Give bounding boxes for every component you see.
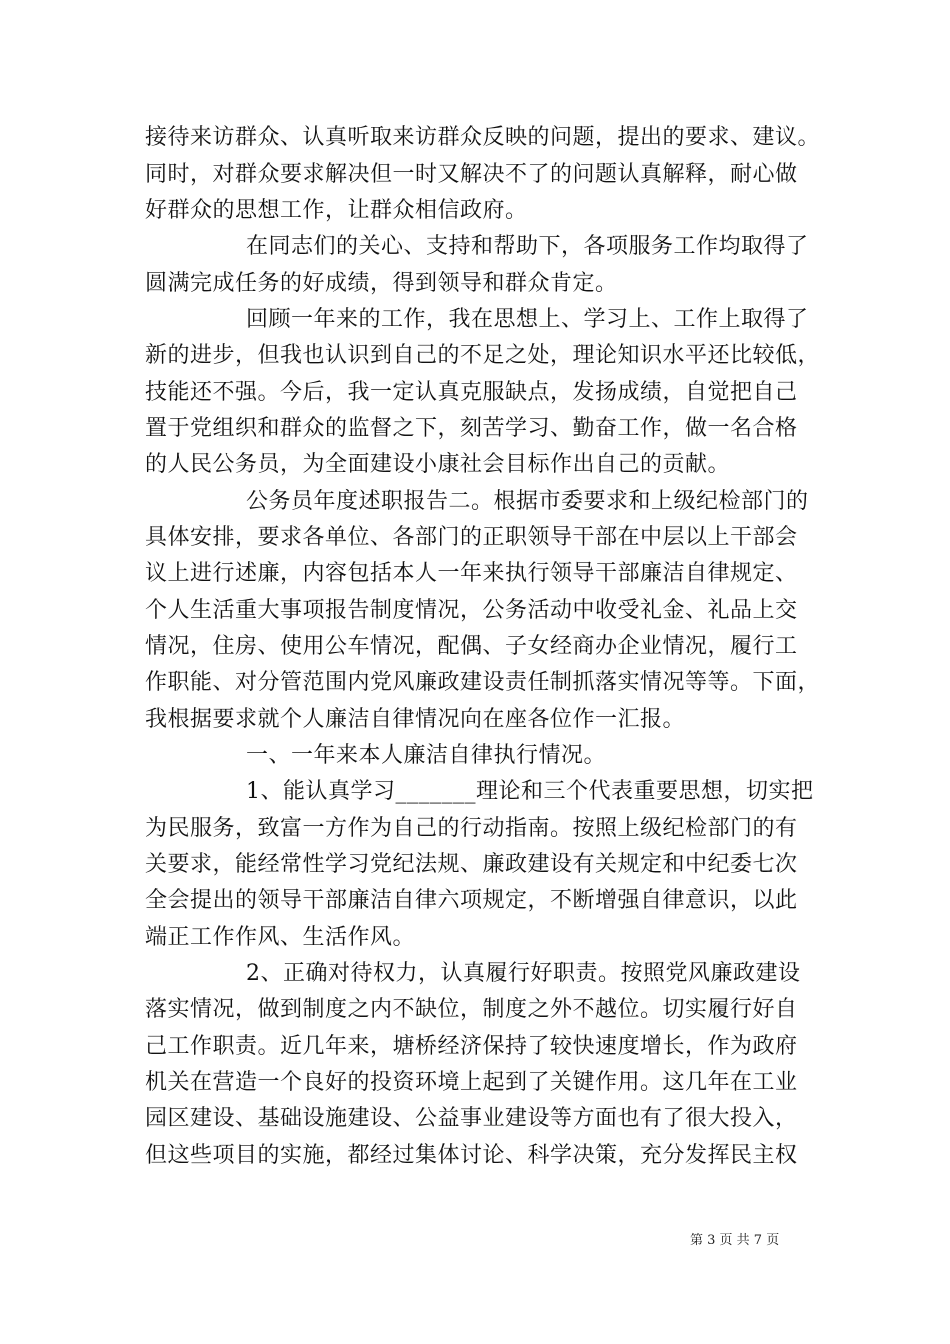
text-line: 但这些项目的实施，都经过集体讨论、科学决策，充分发挥民主权 [145, 1143, 798, 1168]
paragraph-start-line: 公务员年度述职报告二。根据市委要求和上级纪检部门的 [246, 489, 809, 514]
text-line: 置于党组织和群众的监督之下，刻苦学习、勤奋工作，做一名合格 [145, 416, 798, 441]
text-line: 个人生活重大事项报告制度情况，公务活动中收受礼金、礼品上交 [145, 598, 798, 623]
text-line: 同时，对群众要求解决但一时又解决不了的问题认真解释，耐心做 [145, 162, 798, 187]
text-line: 关要求，能经常性学习党纪法规、廉政建设有关规定和中纪委七次 [145, 852, 798, 877]
text-line: 圆满完成任务的好成绩，得到领导和群众肯定。 [145, 271, 618, 296]
text-line: 接待来访群众、认真听取来访群众反映的问题，提出的要求、建议。 [145, 125, 821, 150]
text-line: 园区建设、基础设施建设、公益事业建设等方面也有了很大投入， [145, 1106, 798, 1131]
text-line: 议上进行述廉，内容包括本人一年来执行领导干部廉洁自律规定、 [145, 561, 798, 586]
paragraph-start-line: 在同志们的关心、支持和帮助下，各项服务工作均取得了 [246, 234, 809, 259]
text-line: 我根据要求就个人廉洁自律情况向在座各位作一汇报。 [145, 707, 686, 732]
paragraph-start-line: 1、能认真学习_______理论和三个代表重要思想，切实把 [246, 779, 814, 804]
text-line: 为民服务，致富一方作为自己的行动指南。按照上级纪检部门的有 [145, 816, 798, 841]
text-line: 己工作职责。近几年来，塘桥经济保持了较快速度增长，作为政府 [145, 1034, 798, 1059]
text-line: 情况，住房、使用公车情况，配偶、子女经商办企业情况，履行工 [145, 634, 798, 659]
text-line: 全会提出的领导干部廉洁自律六项规定，不断增强自律意识，以此 [145, 888, 798, 913]
text-line: 落实情况，做到制度之内不缺位，制度之外不越位。切实履行好自 [145, 997, 798, 1022]
text-line: 技能还不强。今后，我一定认真克服缺点，发扬成绩，自觉把自己 [145, 380, 798, 405]
text-line: 新的进步，但我也认识到自己的不足之处，理论知识水平还比较低， [145, 343, 821, 368]
text-line: 具体安排，要求各单位、各部门的正职领导干部在中层以上干部会 [145, 525, 798, 550]
text-line: 的人民公务员，为全面建设小康社会目标作出自己的贡献。 [145, 452, 731, 477]
text-line: 端正工作作风、生活作风。 [145, 925, 416, 950]
text-line: 作职能、对分管范围内党风廉政建设责任制抓落实情况等等。下面， [145, 670, 821, 695]
text-line: 机关在营造一个良好的投资环境上起到了关键作用。这几年在工业 [145, 1070, 798, 1095]
page-number: 第 3 页 共 7 页 [690, 1233, 780, 1248]
paragraph-start-line: 2、正确对待权力，认真履行好职责。按照党风廉政建设 [246, 961, 801, 986]
text-line: 好群众的思想工作，让群众相信政府。 [145, 198, 528, 223]
paragraph-start-line: 回顾一年来的工作，我在思想上、学习上、工作上取得了 [246, 307, 809, 332]
section-heading: 一、一年来本人廉洁自律执行情况。 [246, 743, 607, 768]
